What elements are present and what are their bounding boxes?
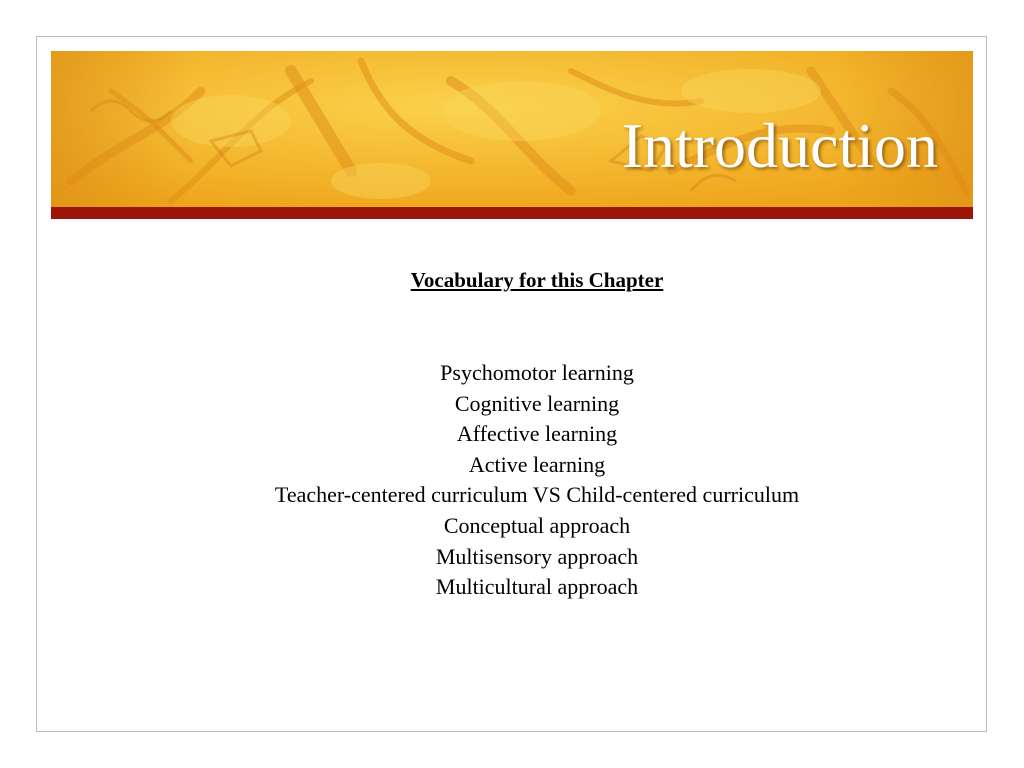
vocabulary-item: Multisensory approach — [435, 543, 639, 569]
vocabulary-list — [51, 358, 1023, 603]
title-underline-rule — [51, 207, 973, 219]
vocabulary-heading: Vocabulary for this Chapter — [410, 268, 664, 292]
vocabulary-item: Teacher-centered curriculum VS Child-centered curriculum — [274, 482, 800, 508]
vocabulary-item: Cognitive learning — [454, 390, 620, 416]
vocabulary-item: Affective learning — [456, 421, 618, 447]
slide-title: Introduction — [621, 110, 938, 181]
vocabulary-item: Psychomotor learning — [440, 360, 634, 385]
vocabulary-item: Conceptual approach — [443, 512, 631, 538]
vocabulary-item: Multicultural approach — [435, 574, 639, 600]
vocabulary-item: Active learning — [468, 451, 606, 477]
slide-body — [51, 262, 1023, 603]
